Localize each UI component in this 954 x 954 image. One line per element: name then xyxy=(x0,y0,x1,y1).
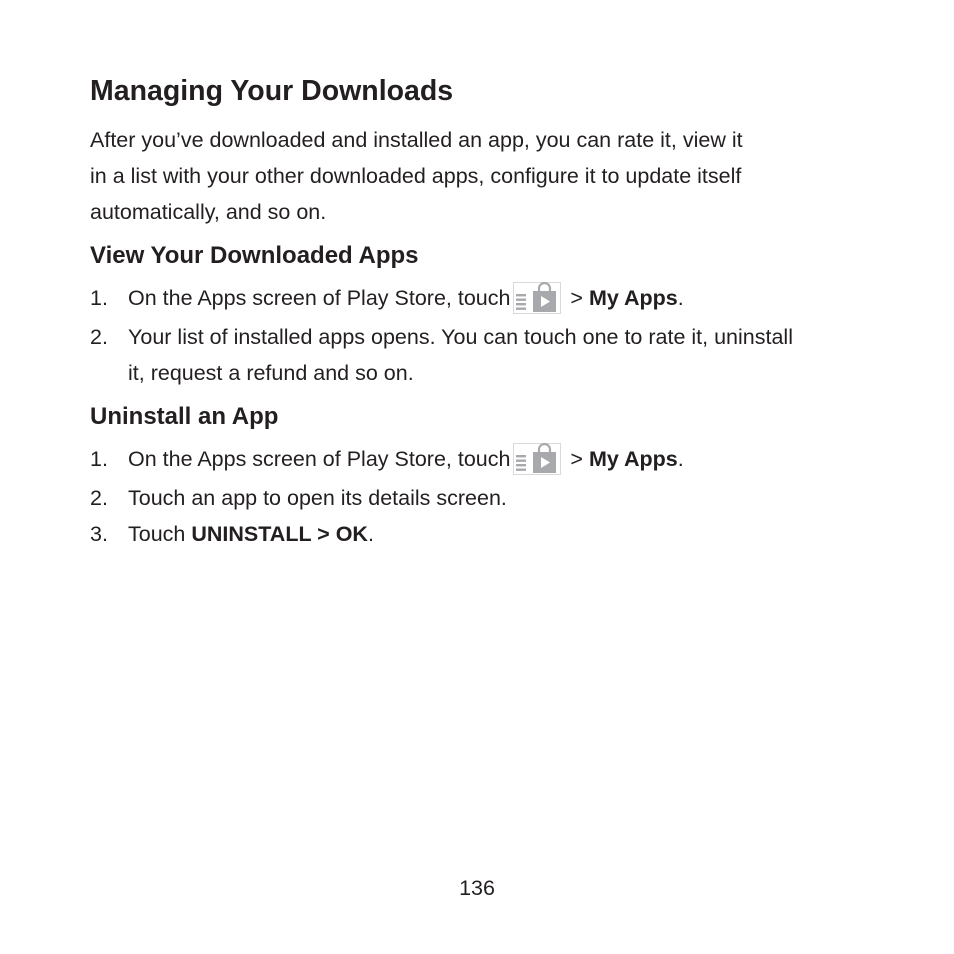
step-number: 2. xyxy=(90,486,108,510)
step-number: 1. xyxy=(90,286,108,310)
play-store-menu-icon xyxy=(513,443,561,475)
step-text: Touch an app to open its details screen. xyxy=(128,486,507,510)
page-title: Managing Your Downloads xyxy=(90,75,454,107)
intro-line: automatically, and so on. xyxy=(90,200,327,224)
list-item: 3. Touch UNINSTALL > OK. xyxy=(90,516,684,552)
uninstall-ok-label: UNINSTALL > OK xyxy=(191,522,368,546)
step-text: On the Apps screen of Play Store, touch xyxy=(128,447,511,471)
list-item: 1. On the Apps screen of Play Store, touch > My Apps. xyxy=(90,441,684,477)
intro-line: After you’ve downloaded and installed an app, you can rate it, view it xyxy=(90,128,743,152)
list-item xyxy=(90,480,684,516)
step-number: 3. xyxy=(90,522,108,546)
section-heading-view-apps: View Your Downloaded Apps xyxy=(90,242,419,269)
step-text: Touch xyxy=(128,522,192,546)
my-apps-label: My Apps xyxy=(588,286,678,310)
page-number: 136 xyxy=(459,876,495,900)
intro-line: in a list with your other downloaded apps, configure it to update itself xyxy=(90,164,742,188)
separator: > xyxy=(564,286,589,310)
steps-list-uninstall xyxy=(90,441,684,552)
list-item: 1. On the Apps screen of Play Store, touch > My Apps. xyxy=(90,280,793,316)
step-number: 2. xyxy=(90,325,108,349)
play-store-menu-icon xyxy=(513,282,561,314)
separator: > xyxy=(564,447,589,471)
steps-list-view-apps xyxy=(90,280,793,391)
step-text: On the Apps screen of Play Store, touch xyxy=(128,286,511,310)
my-apps-label: My Apps xyxy=(588,447,678,471)
step-number: 1. xyxy=(90,447,108,471)
section-heading-uninstall: Uninstall an App xyxy=(90,403,279,430)
intro-paragraph xyxy=(90,122,830,230)
list-item xyxy=(90,319,793,391)
step-text: Your list of installed apps opens. You can touch one to rate it, uninstall xyxy=(128,325,793,349)
step-text: it, request a refund and so on. xyxy=(128,361,414,385)
